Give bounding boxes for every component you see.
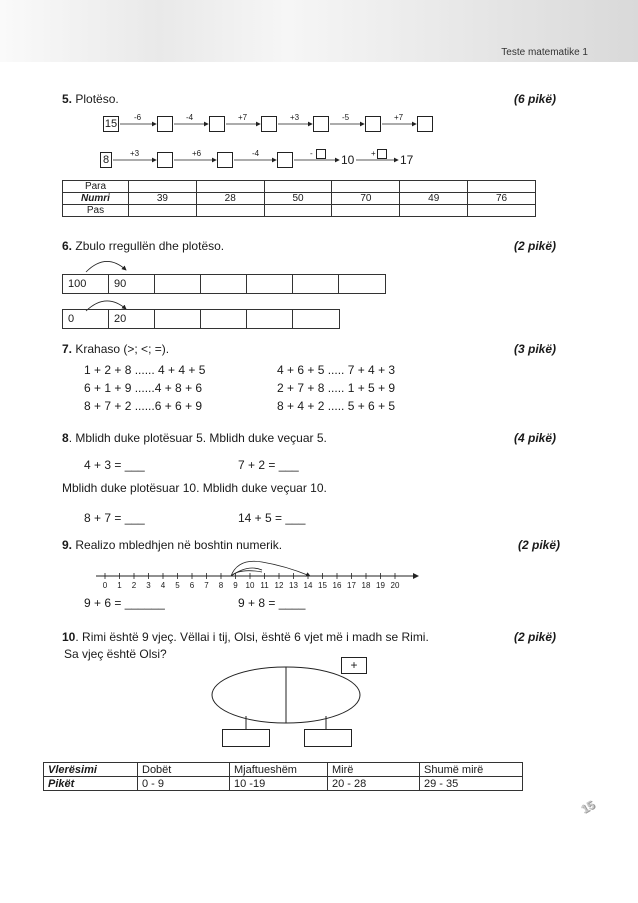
number-line-label: 12 xyxy=(274,581,284,590)
number-line-label: 19 xyxy=(376,581,385,590)
eval-cell: 29 - 35 xyxy=(420,777,523,791)
number-line-label: 14 xyxy=(303,581,313,590)
number-line-label: 11 xyxy=(260,581,269,590)
number-line-label: 9 xyxy=(233,581,238,590)
number-line-label: 4 xyxy=(160,581,166,590)
q10-operator-box: + xyxy=(341,657,367,674)
q7-left-2: 6 + 1 + 9 ......4 + 8 + 6 xyxy=(84,381,203,395)
eval-cell: 10 -19 xyxy=(230,777,328,791)
q7-left-1: 1 + 2 + 8 ...... 4 + 4 + 5 xyxy=(84,363,206,377)
eval-cell: Mirë xyxy=(328,763,420,777)
number-line-label: 16 xyxy=(332,581,342,590)
table-cell: 70 xyxy=(332,193,400,205)
number-line-label: 18 xyxy=(361,581,371,590)
q8-exercise-4: 14 + 5 = ___ xyxy=(238,511,306,525)
q5-op: -4 xyxy=(186,113,194,122)
q5-op: +3 xyxy=(130,149,140,158)
q9-points: (2 pikë) xyxy=(517,538,560,552)
q9-exercise-2: 9 + 8 = ____ xyxy=(238,596,306,610)
q5-title: 5. Plotëso. xyxy=(62,92,119,106)
q7-right-3: 8 + 4 + 2 ..... 5 + 6 + 5 xyxy=(277,399,396,413)
table-cell: 28 xyxy=(196,193,264,205)
q8-points: (4 pikë) xyxy=(513,431,556,445)
strip-cell: 20 xyxy=(109,310,155,328)
q8-exercise-2: 7 + 2 = ___ xyxy=(238,458,299,472)
q5-op: - xyxy=(310,149,313,158)
q8-title: 8. Mblidh duke plotësuar 5. Mblidh duke veçuar 5. xyxy=(62,431,327,445)
q5-row1-start: 15 xyxy=(104,118,118,130)
q10-answer-box-right[interactable] xyxy=(304,729,352,747)
q5-row2-end: 17 xyxy=(400,153,414,167)
q10-question: Sa vjeç është Olsi? xyxy=(64,647,167,661)
number-line-label: 8 xyxy=(218,581,224,590)
eval-header: Vlerësimi xyxy=(44,763,138,777)
q9-exercise-1: 9 + 6 = ______ xyxy=(84,596,165,610)
eval-cell: Mjaftueshëm xyxy=(230,763,328,777)
q8-exercise-3: 8 + 7 = ___ xyxy=(84,511,145,525)
number-line-label: 17 xyxy=(347,581,356,590)
eval-cell: Shumë mirë xyxy=(420,763,523,777)
q7-points: (3 pikë) xyxy=(513,342,556,356)
q5-op: + xyxy=(371,149,376,158)
page-number: 15 xyxy=(578,797,597,817)
eval-header: Pikët xyxy=(44,777,138,791)
number-line-label: 2 xyxy=(131,581,137,590)
eval-cell: 0 - 9 xyxy=(138,777,230,791)
q5-op: +6 xyxy=(192,149,202,158)
q6-points: (2 pikë) xyxy=(513,239,556,253)
q5-pas-label: Pas xyxy=(63,205,129,217)
number-line-label: 1 xyxy=(117,581,122,590)
number-line-label: 6 xyxy=(189,581,195,590)
number-line-label: 3 xyxy=(146,581,151,590)
number-line-label: 7 xyxy=(204,581,209,590)
number-line-label: 5 xyxy=(175,581,180,590)
q9-title: 9. Realizo mbledhjen në boshtin numerik. xyxy=(62,538,283,552)
eval-cell: 20 - 28 xyxy=(328,777,420,791)
q5-op: +3 xyxy=(290,113,300,122)
table-cell: 49 xyxy=(400,193,468,205)
q5-points: (6 pikë) xyxy=(513,92,556,106)
number-line-label: 10 xyxy=(245,581,255,590)
q10-answer-box-left[interactable] xyxy=(222,729,270,747)
q5-op: +7 xyxy=(394,113,404,122)
table-cell: 50 xyxy=(264,193,332,205)
q5-row2-start: 8 xyxy=(100,152,112,168)
q8-exercise-1: 4 + 3 = ___ xyxy=(84,458,145,472)
strip-cell: 0 xyxy=(63,310,109,328)
q10-title: 10. Rimi është 9 vjeç. Vëllai i tij, Olsi, është 6 vjet më i madh se Rimi. xyxy=(62,630,429,644)
q7-title: 7. Krahaso (>; <; =). xyxy=(62,342,170,356)
number-line-label: 20 xyxy=(390,581,400,590)
q5-op: -5 xyxy=(342,113,350,122)
q5-numri-label: Numri xyxy=(63,193,129,205)
q5-op: -4 xyxy=(252,149,260,158)
q6-title: 6. Zbulo rregullën dhe plotëso. xyxy=(62,239,225,253)
evaluation-table xyxy=(43,762,523,791)
strip-cell: 90 xyxy=(109,275,155,293)
number-line-label: 15 xyxy=(318,581,327,590)
strip-cell: 100 xyxy=(63,275,109,293)
q7-right-2: 2 + 7 + 8 ..... 1 + 5 + 9 xyxy=(277,381,396,395)
eval-cell: Dobët xyxy=(138,763,230,777)
q5-para-label: Para xyxy=(63,181,129,193)
q7-left-3: 8 + 7 + 2 ......6 + 6 + 9 xyxy=(84,399,203,413)
table-cell: 76 xyxy=(468,193,536,205)
q5-op: +7 xyxy=(238,113,248,122)
table-cell: 39 xyxy=(129,193,197,205)
q7-right-1: 4 + 6 + 5 ..... 7 + 4 + 3 xyxy=(277,363,396,377)
q5-op: -6 xyxy=(134,113,142,122)
q8-subtitle: Mblidh duke plotësuar 10. Mblidh duke veçuar 10. xyxy=(62,481,327,495)
q10-points: (2 pikë) xyxy=(513,630,556,644)
header-title: Teste matematike 1 xyxy=(501,47,588,58)
number-line-label: 13 xyxy=(289,581,298,590)
number-line-label: 0 xyxy=(102,581,108,590)
q5-row2-mid: 10 xyxy=(341,153,355,167)
